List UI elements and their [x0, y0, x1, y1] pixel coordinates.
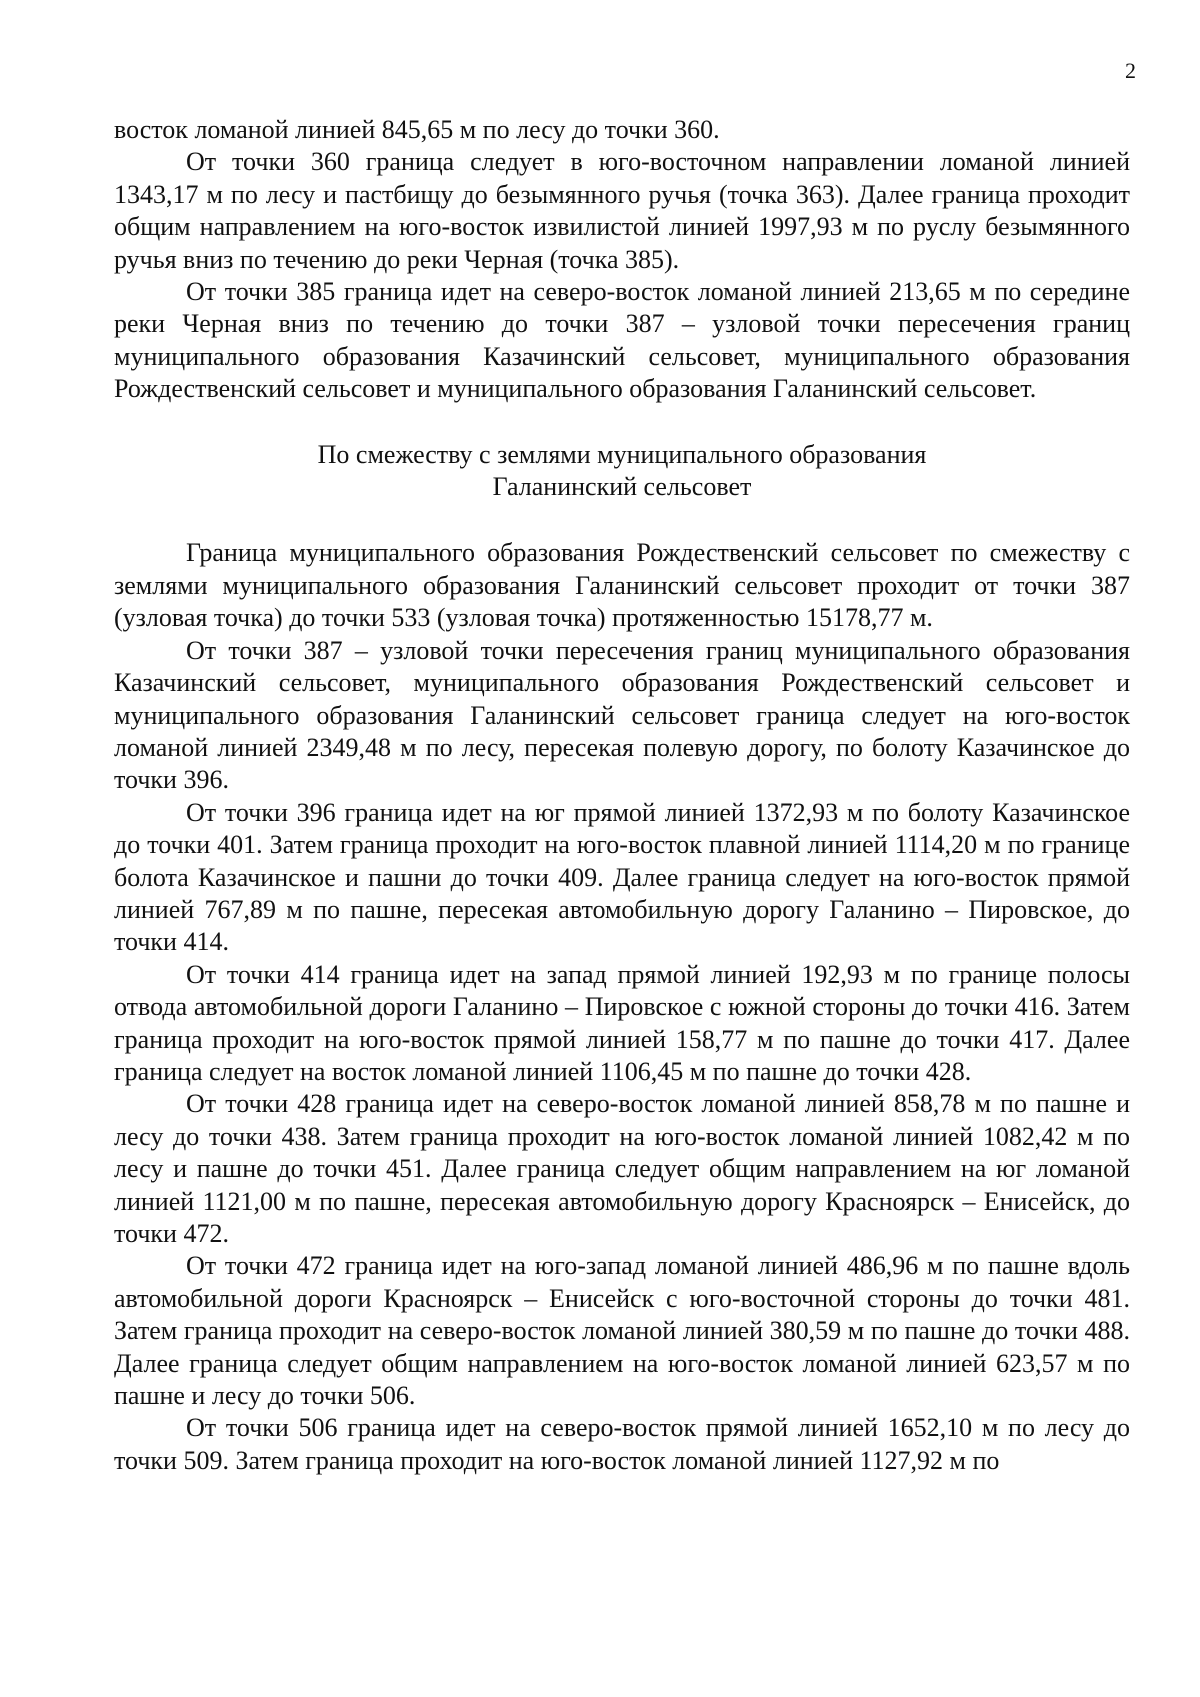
paragraph: От точки 414 граница идет на запад прямой линией 192,93 м по границе полосы отвода автомобильной дороги Галанино – Пировское с южной стороны до точки 416. Затем граница проходит на юго-восток прямой линией 158,77 м по пашне до точки 417. Далее граница следует на восток ломаной линией 1106,45 м по пашне до точки 428. — [114, 959, 1130, 1086]
paragraph: От точки 396 граница идет на юг прямой линией 1372,93 м по болоту Казачинское до точки 401. Затем граница проходит на юго-восток плавной линией 1114,20 м по границе болота Казачинское и пашни до точки 409. Далее граница следует на юго-восток прямой линией 767,89 м по пашне, пересекая автомобильную дорогу Галанино – Пировское, до точки 414. — [114, 797, 1130, 957]
paragraph: От точки 385 граница идет на северо-восток ломаной линией 213,65 м по середине реки Черная вниз по течению до точки 387 – узловой точки пересечения границ муниципального образования Казачинский сельсовет, муниципального образования Рождественский сельсовет и муниципального образования Галанинский сельсовет. — [114, 277, 1130, 404]
paragraph: От точки 387 – узловой точки пересечения границ муниципального образования Казачинский сельсовет, муниципального образования Рождественский сельсовет и муниципального образования Галанинский сельсовет граница следует на юго-восток ломаной линией 2349,48 м по лесу, пересекая полевую дорогу, по болоту Казачинское до точки 396. — [114, 635, 1130, 795]
section-heading-line: По смежеству с землями муниципального образования — [317, 439, 927, 469]
document-body — [114, 114, 1130, 1477]
paragraph-continuation: восток ломаной линией 845,65 м по лесу до точки 360. — [114, 115, 720, 144]
section-heading — [114, 439, 1130, 504]
section-heading-line: Галанинский сельсовет — [492, 472, 752, 502]
paragraph: От точки 506 граница идет на северо-восток прямой линией 1652,10 м по лесу до точки 509. Затем граница проходит на юго-восток ломаной линией 1127,92 м по — [114, 1413, 1130, 1475]
paragraph: От точки 360 граница следует в юго-восточном направлении ломаной линией 1343,17 м по лесу и пастбищу до безымянного ручья (точка 363). Далее граница проходит общим направлением на юго-восток извилистой линией 1997,93 м по руслу безымянного ручья вниз по течению до реки Черная (точка 385). — [114, 147, 1130, 274]
paragraph: От точки 428 граница идет на северо-восток ломаной линией 858,78 м по пашне и лесу до точки 438. Затем граница проходит на юго-восток ломаной линией 1082,42 м по лесу и пашне до точки 451. Далее граница следует общим направлением на юг ломаной линией 1121,00 м по пашне, пересекая автомобильную дорогу Красноярск – Енисейск, до точки 472. — [114, 1089, 1130, 1248]
paragraph: От точки 472 граница идет на юго-запад ломаной линией 486,96 м по пашне вдоль автомобильной дороги Красноярск – Енисейск с юго-восточной стороны до точки 481. Затем граница проходит на северо-восток ломаной линией 380,59 м по пашне до точки 488. Далее граница следует общим направлением на юго-восток ломаной линией 623,57 м по пашне и лесу до точки 506. — [114, 1251, 1130, 1411]
page-number: 2 — [1125, 58, 1136, 83]
paragraph: Граница муниципального образования Рождественский сельсовет по смежеству с землями муниципального образования Галанинский сельсовет проходит от точки 387 (узловая точка) до точки 533 (узловая точка) протяженностью 15178,77 м. — [114, 538, 1130, 633]
